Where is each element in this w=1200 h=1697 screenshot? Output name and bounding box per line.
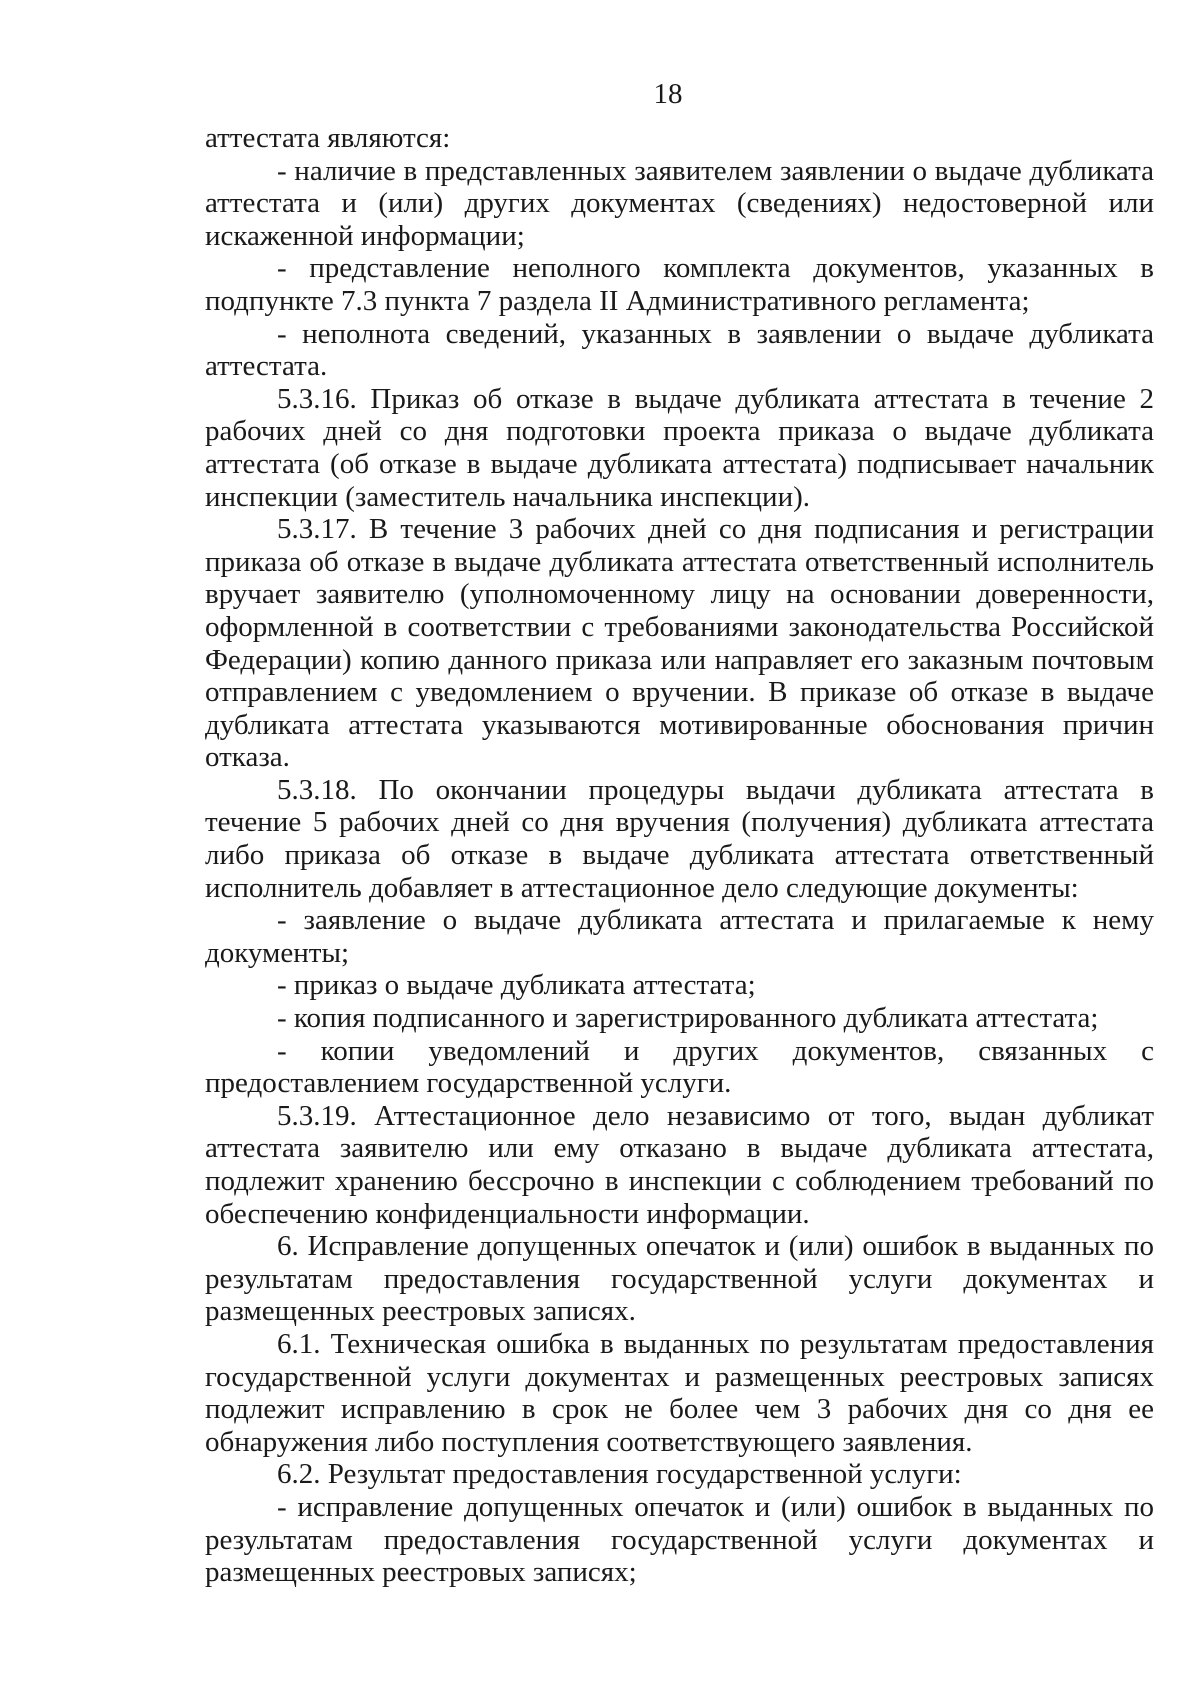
paragraph: 5.3.19. Аттестационное дело независимо от того, выдан дубликат аттестата заявителю или ему отказано в выдаче дубликата аттестата, подлежит хранению бессрочно в инспекции с соблюдением требований по обеспечению конфиденциальности информации. — [205, 1099, 1154, 1230]
paragraph: 6.2. Результат предоставления государственной услуги: — [277, 1458, 962, 1491]
paragraph: - исправление допущенных опечаток и (или) ошибок в выданных по результатам предоставления государственной услуги документах и размещенных реестровых записях; — [205, 1490, 1154, 1589]
paragraph: - наличие в представленных заявителем заявлении о выдаче дубликата аттестата и (или) других документах (сведениях) недостоверной или искаженной информации; — [205, 154, 1154, 252]
paragraph: - заявление о выдаче дубликата аттестата и прилагаемые к нему документы; — [205, 904, 1154, 969]
paragraph: - представление неполного комплекта документов, указанных в подпункте 7.3 пункта 7 раздела II Административного регламента; — [205, 252, 1154, 317]
paragraph: - приказ о выдаче дубликата аттестата; — [277, 969, 756, 1002]
paragraph: 6. Исправление допущенных опечаток и (или) ошибок в выданных по результатам предоставления государственной услуги документах и размещенных реестровых записях. — [205, 1230, 1154, 1328]
paragraph: 5.3.18. По окончании процедуры выдачи дубликата аттестата в течение 5 рабочих дней со дня вручения (получения) дубликата аттестата либо приказа об отказе в выдаче дубликата аттестата ответственный исполнитель добавляет в аттестационное дело следующие документы: — [205, 773, 1154, 904]
page-number: 18 — [653, 78, 683, 110]
paragraph: - копии уведомлений и других документов, связанных с предоставлением государственной услуги. — [205, 1034, 1154, 1100]
paragraph: - копия подписанного и зарегистрированного дубликата аттестата; — [277, 1002, 1099, 1035]
paragraph: 6.1. Техническая ошибка в выданных по результатам предоставления государственной услуги документах и размещенных реестровых записях подлежит исправлению в срок не более чем 3 рабочих дня со дня ее обнаружения либо поступления соответствующего заявления. — [205, 1327, 1154, 1458]
paragraph: аттестата являются: — [205, 122, 451, 154]
document-body — [205, 122, 1154, 1589]
paragraph: 5.3.17. В течение 3 рабочих дней со дня подписания и регистрации приказа об отказе в выдаче дубликата аттестата ответственный исполнитель вручает заявителю (уполномоченному лицу на основании доверенности, оформленной в соответствии с требованиями законодательства Российской Федерации) копию данного приказа или направляет его заказным почтовым отправлением с уведомлением о вручении. В приказе об отказе в выдаче дубликата аттестата указываются мотивированные обоснования причин отказа. — [205, 513, 1154, 774]
paragraph: 5.3.16. Приказ об отказе в выдаче дубликата аттестата в течение 2 рабочих дней со дня подготовки проекта приказа о выдаче дубликата аттестата (об отказе в выдаче дубликата аттестата) подписывает начальник инспекции (заместитель начальника инспекции). — [205, 382, 1154, 513]
paragraph: - неполнота сведений, указанных в заявлении о выдаче дубликата аттестата. — [205, 317, 1154, 383]
